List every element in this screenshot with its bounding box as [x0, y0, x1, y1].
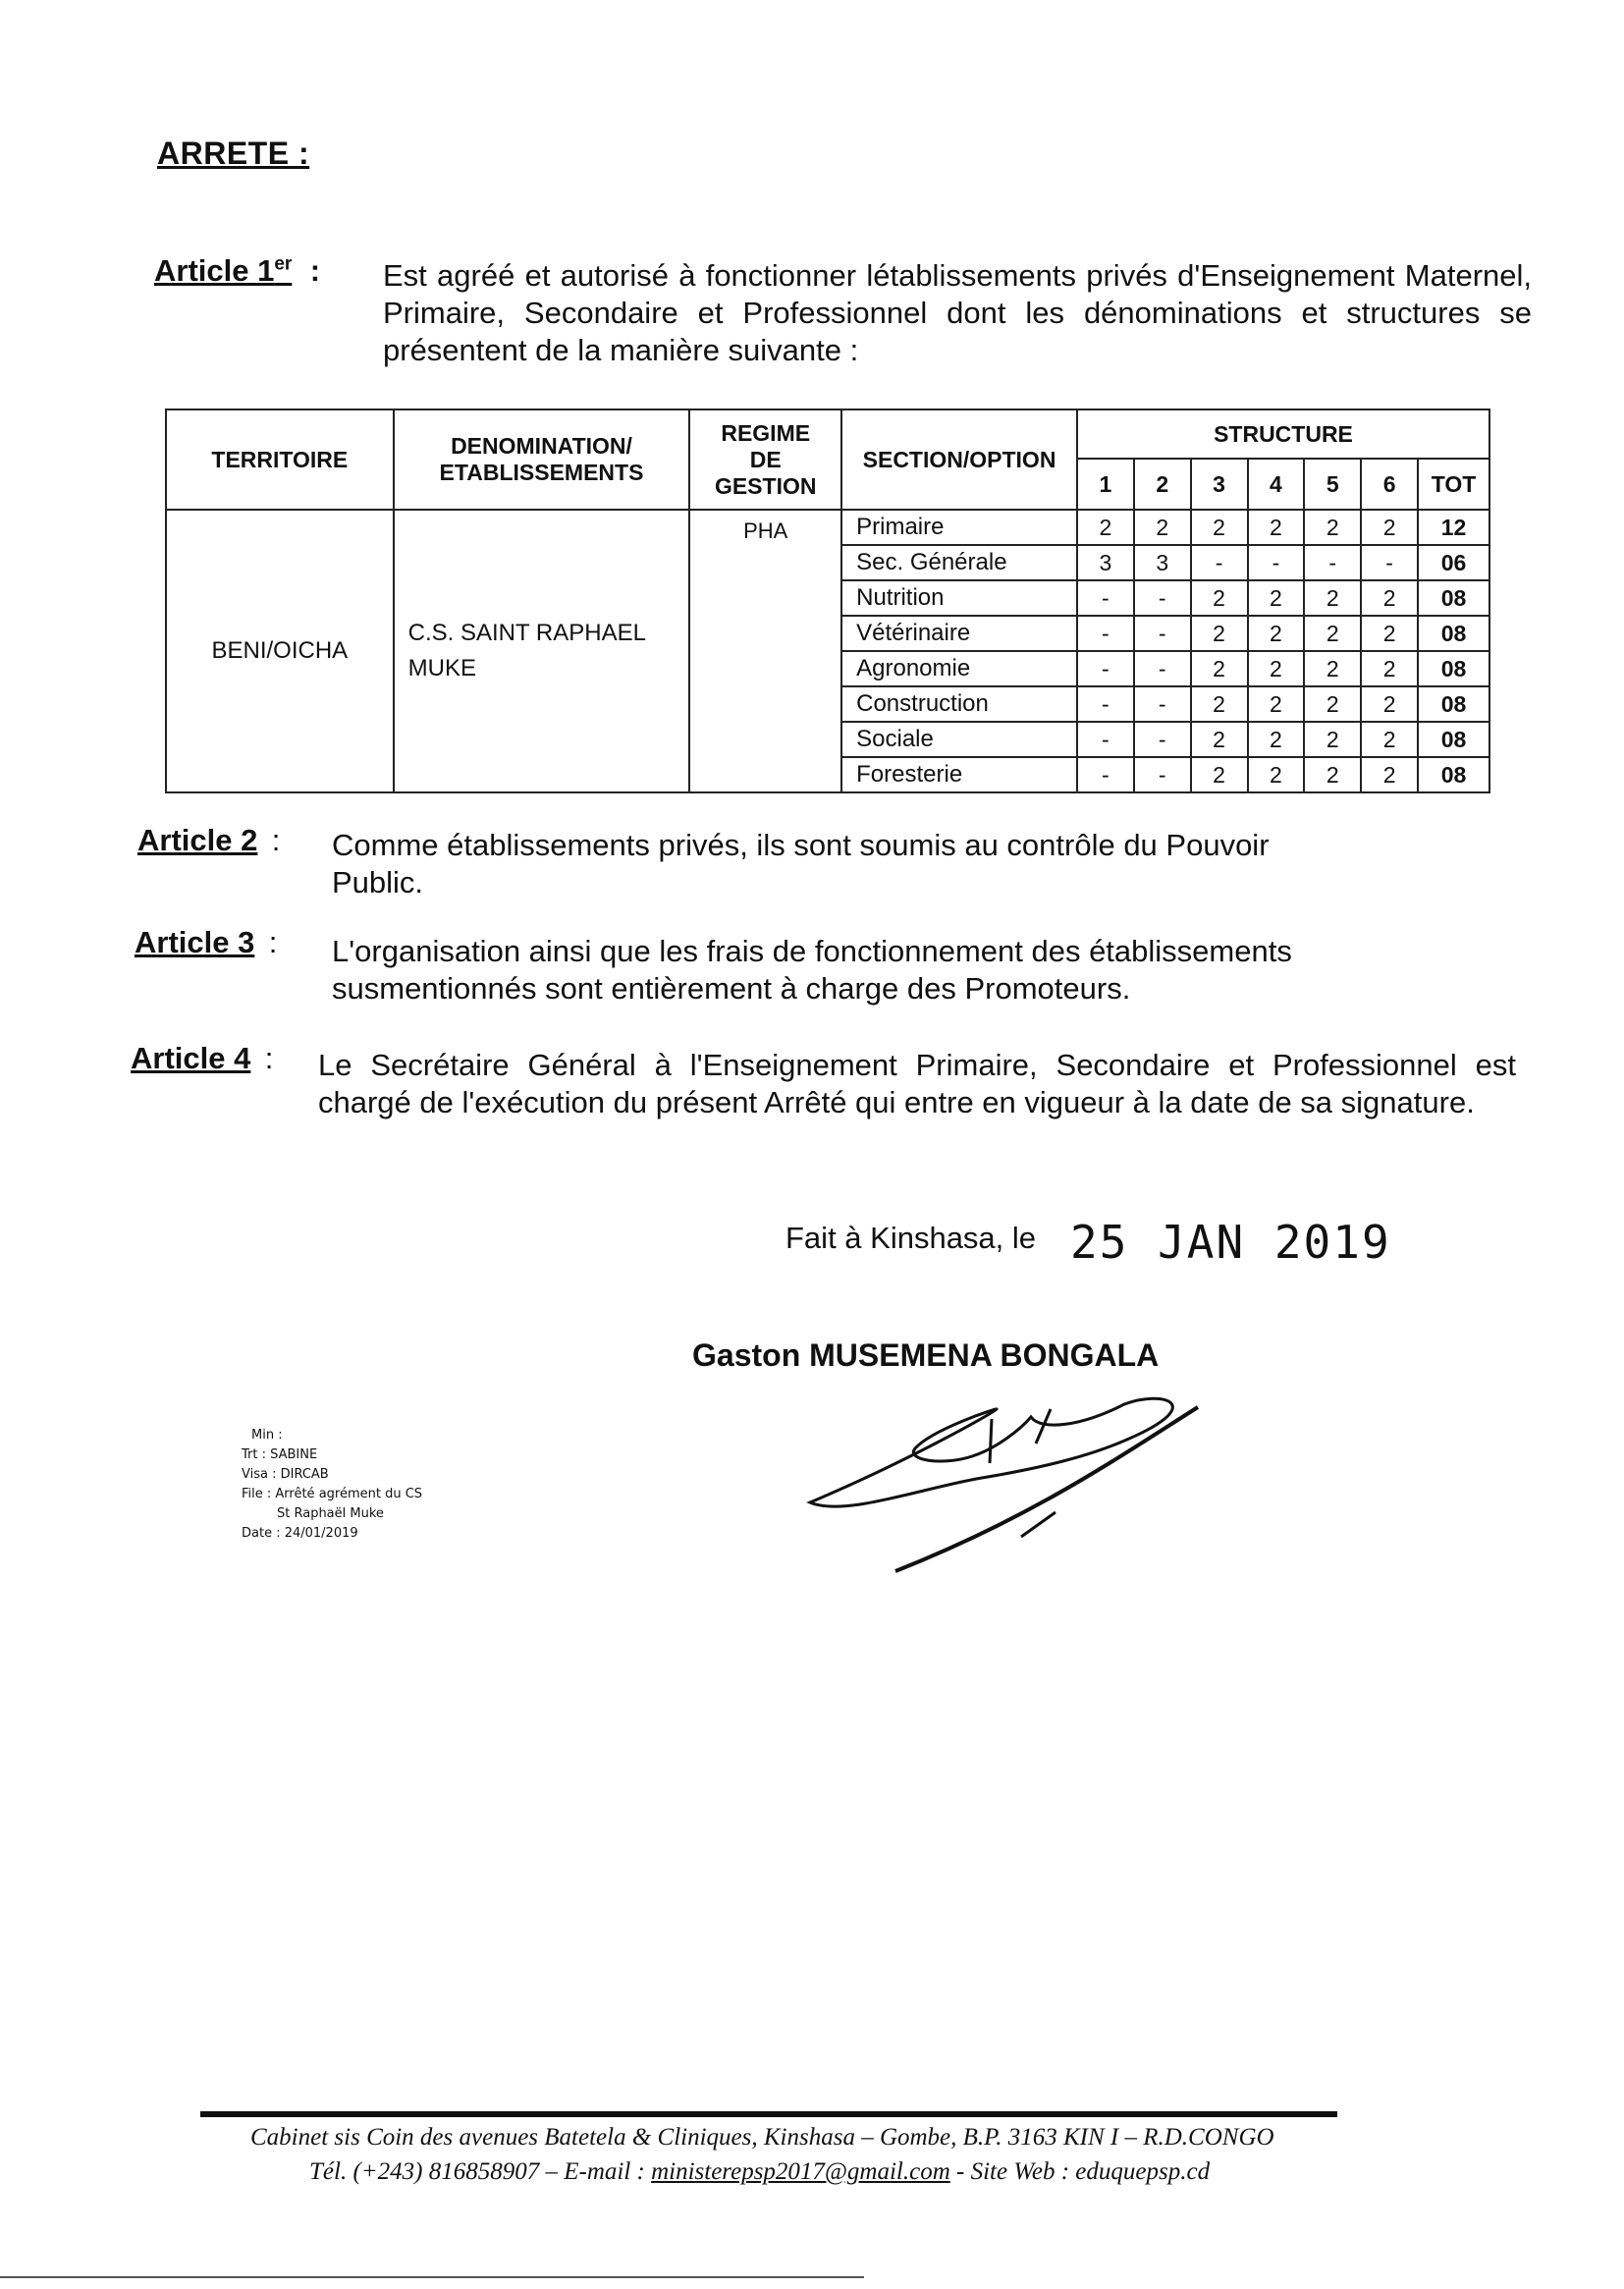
- value-cell: 2: [1304, 722, 1361, 757]
- ref-date: Date : 24/01/2019: [242, 1526, 358, 1541]
- value-cell: 2: [1361, 580, 1418, 616]
- footer-email: ministerepsp2017@gmail.com: [651, 2158, 950, 2185]
- article-2-colon: :: [271, 823, 281, 857]
- ref-file: File : Arrêté agrément du CS: [242, 1487, 423, 1501]
- header-col-1: 1: [1077, 459, 1134, 510]
- date-stamp: 25 JAN 2019: [1070, 1216, 1391, 1269]
- article-1-label: Article 1er: [154, 253, 293, 288]
- total-cell: 12: [1418, 510, 1489, 545]
- place-of-signature: Fait à Kinshasa, le: [785, 1221, 1037, 1255]
- footer-site: - Site Web : eduquepsp.cd: [956, 2158, 1211, 2185]
- footer-contact: [309, 2158, 1210, 2186]
- section-cell: Foresterie: [841, 757, 1077, 792]
- value-cell: -: [1134, 616, 1191, 651]
- section-cell: Construction: [841, 686, 1077, 722]
- article-4-text: Le Secrétaire Général à l'Enseignement Primaire, Secondaire et Professionnel est chargé de l'exécution du présent Arrêté qui entre en vigueur à la date de sa signature.: [318, 1048, 1516, 1119]
- value-cell: 2: [1248, 722, 1305, 757]
- total-cell: 08: [1418, 722, 1489, 757]
- article-2-text: Comme établissements privés, ils sont soumis au contrôle du Pouvoir Public.: [332, 828, 1270, 899]
- article-3-label: Article 3: [135, 925, 255, 959]
- value-cell: 2: [1248, 651, 1305, 686]
- value-cell: 2: [1361, 616, 1418, 651]
- ref-visa: Visa : DIRCAB: [242, 1467, 329, 1482]
- article-3-text: L'organisation ainsi que les frais de fonctionnement des établissements susmentionnés sont entièrement à charge des Promoteurs.: [332, 934, 1292, 1006]
- article-1-colon: :: [309, 253, 321, 288]
- article-4-colon: :: [264, 1041, 274, 1075]
- regime-cell: PHA: [689, 510, 841, 792]
- value-cell: 2: [1248, 580, 1305, 616]
- bottom-scan-line: [0, 2276, 864, 2278]
- header-structure: STRUCTURE: [1077, 409, 1489, 459]
- value-cell: 2: [1134, 510, 1191, 545]
- value-cell: -: [1134, 722, 1191, 757]
- value-cell: 2: [1361, 722, 1418, 757]
- header-col-4: 4: [1248, 459, 1305, 510]
- value-cell: 3: [1134, 545, 1191, 580]
- article-1-text: Est agréé et autorisé à fonctionner létablissements privés d'Enseignement Maternel, Primaire, Secondaire et Professionnel dont les dénominations et structures se présentent de la manière suivante :: [383, 258, 1532, 367]
- signer-name: Gaston MUSEMENA BONGALA: [692, 1337, 1160, 1373]
- value-cell: -: [1134, 580, 1191, 616]
- footer-divider: [200, 2111, 1337, 2117]
- value-cell: 2: [1361, 510, 1418, 545]
- value-cell: -: [1248, 545, 1305, 580]
- value-cell: 2: [1191, 757, 1248, 792]
- value-cell: 2: [1191, 686, 1248, 722]
- value-cell: 2: [1248, 616, 1305, 651]
- document-heading: ARRETE :: [157, 136, 310, 171]
- total-cell: 08: [1418, 686, 1489, 722]
- value-cell: 2: [1304, 616, 1361, 651]
- article-3-label-block: [135, 925, 277, 960]
- value-cell: -: [1077, 580, 1134, 616]
- value-cell: -: [1077, 757, 1134, 792]
- value-cell: -: [1077, 651, 1134, 686]
- denomination-cell: C.S. SAINT RAPHAEL MUKE: [394, 510, 690, 792]
- value-cell: -: [1191, 545, 1248, 580]
- total-cell: 06: [1418, 545, 1489, 580]
- value-cell: 2: [1191, 616, 1248, 651]
- article-4-label: Article 4: [131, 1041, 251, 1075]
- section-cell: Sociale: [841, 722, 1077, 757]
- total-cell: 08: [1418, 616, 1489, 651]
- header-section: SECTION/OPTION: [841, 409, 1077, 510]
- value-cell: -: [1077, 616, 1134, 651]
- ref-trt: Trt : SABINE: [242, 1447, 318, 1462]
- footer-tel: Tél. (+243) 816858907 – E-mail :: [309, 2158, 645, 2185]
- section-cell: Primaire: [841, 510, 1077, 545]
- section-cell: Agronomie: [841, 651, 1077, 686]
- value-cell: 2: [1304, 580, 1361, 616]
- article-2-label-block: [137, 823, 280, 858]
- signature-graphic: [785, 1370, 1257, 1606]
- section-cell: Nutrition: [841, 580, 1077, 616]
- value-cell: -: [1134, 757, 1191, 792]
- value-cell: -: [1077, 722, 1134, 757]
- value-cell: 2: [1191, 722, 1248, 757]
- value-cell: 2: [1361, 651, 1418, 686]
- section-cell: Sec. Générale: [841, 545, 1077, 580]
- value-cell: 2: [1191, 651, 1248, 686]
- section-cell: Vétérinaire: [841, 616, 1077, 651]
- establishment-table: [165, 409, 1490, 793]
- value-cell: 2: [1361, 686, 1418, 722]
- header-col-3: 3: [1191, 459, 1248, 510]
- territoire-cell: BENI/OICHA: [166, 510, 394, 792]
- value-cell: 2: [1077, 510, 1134, 545]
- value-cell: 2: [1304, 651, 1361, 686]
- reference-block: [242, 1426, 422, 1544]
- header-denomination: DENOMINATION/ ETABLISSEMENTS: [394, 409, 690, 510]
- footer-address: Cabinet sis Coin des avenues Batetela & Cliniques, Kinshasa – Gombe, B.P. 3163 KIN I – R.D.CONGO: [250, 2124, 1274, 2151]
- value-cell: -: [1077, 686, 1134, 722]
- value-cell: -: [1304, 545, 1361, 580]
- value-cell: 2: [1248, 510, 1305, 545]
- ref-file-continued: St Raphaël Muke: [277, 1506, 384, 1521]
- total-cell: 08: [1418, 580, 1489, 616]
- value-cell: -: [1361, 545, 1418, 580]
- value-cell: -: [1134, 651, 1191, 686]
- value-cell: 2: [1248, 757, 1305, 792]
- value-cell: 2: [1248, 686, 1305, 722]
- header-col-6: 6: [1361, 459, 1418, 510]
- header-regime: REGIME DE GESTION: [689, 409, 841, 510]
- value-cell: 2: [1361, 757, 1418, 792]
- value-cell: 3: [1077, 545, 1134, 580]
- value-cell: 2: [1304, 510, 1361, 545]
- value-cell: 2: [1304, 686, 1361, 722]
- header-col-5: 5: [1304, 459, 1361, 510]
- article-3-colon: :: [268, 925, 278, 959]
- header-territoire: TERRITOIRE: [166, 409, 394, 510]
- ref-min: Min :: [251, 1428, 283, 1443]
- value-cell: 2: [1191, 510, 1248, 545]
- total-cell: 08: [1418, 757, 1489, 792]
- table-row: [166, 510, 1489, 545]
- article-4-label-block: [131, 1041, 273, 1076]
- value-cell: 2: [1191, 580, 1248, 616]
- total-cell: 08: [1418, 651, 1489, 686]
- value-cell: -: [1134, 686, 1191, 722]
- header-col-tot: TOT: [1418, 459, 1489, 510]
- header-col-2: 2: [1134, 459, 1191, 510]
- article-1-label-block: [154, 253, 320, 289]
- article-2-label: Article 2: [137, 823, 258, 857]
- value-cell: 2: [1304, 757, 1361, 792]
